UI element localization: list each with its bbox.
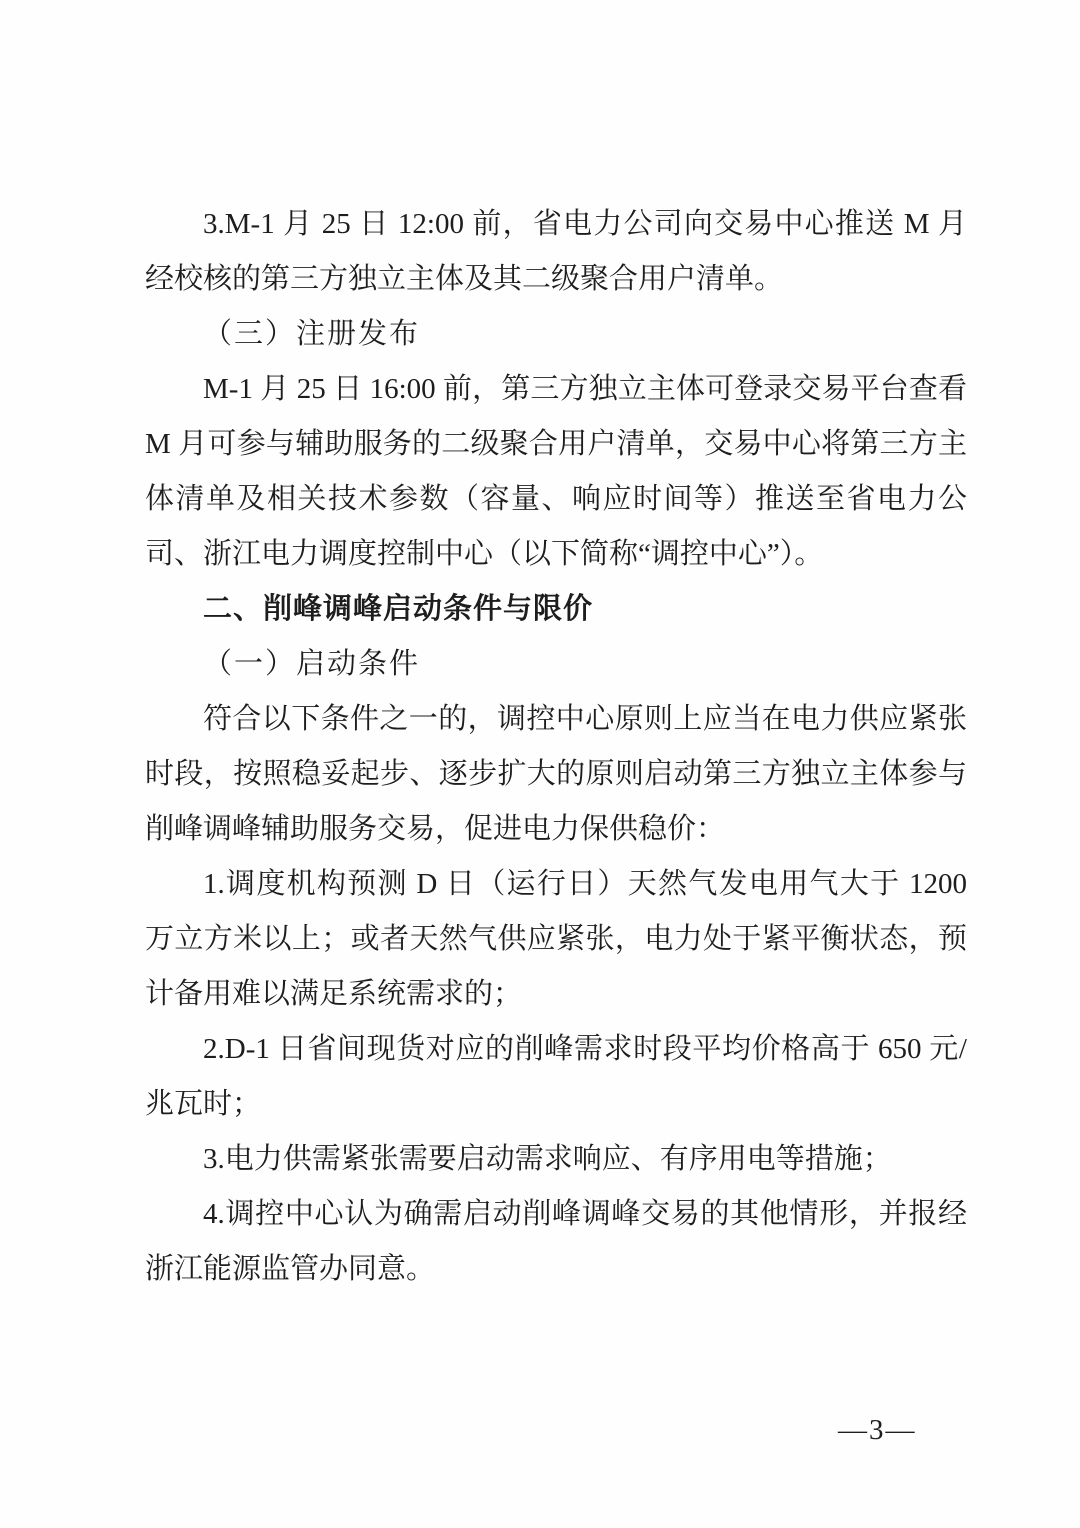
paragraph-condition-3: 3.电力供需紧张需要启动需求响应、有序用电等措施；: [203, 1143, 892, 1175]
paragraph-publish-detail: M-1 月 25 日 16:00 前，第三方独立主体可登录交易平台查看 M 月可参与辅助服务的二级聚合用户清单，交易中心将第三方主体清单及相关技术参数（容量、响应时间等）推送至省电力公司、浙江电力调度控制中心（以下简称“调控中心”）。: [145, 373, 967, 570]
paragraph-condition-4: 4.调控中心认为确需启动削峰调峰交易的其他情形，并报经浙江能源监管办同意。: [145, 1198, 967, 1285]
section-heading-start-conditions: 二、削峰调峰启动条件与限价: [203, 593, 594, 625]
document-body: [145, 197, 967, 1297]
subheading-start-conditions: （一）启动条件: [203, 648, 421, 680]
paragraph-condition-1: 1.调度机构预测 D 日（运行日）天然气发电用气大于 1200 万立方米以上；或者天然气供应紧张，电力处于紧平衡状态，预计备用难以满足系统需求的；: [145, 868, 967, 1010]
paragraph-condition-2: 2.D-1 日省间现货对应的削峰需求时段平均价格高于 650 元/兆瓦时；: [145, 1033, 967, 1120]
subheading-registration-publish: （三）注册发布: [203, 318, 421, 350]
page-number: —3—: [838, 1414, 917, 1446]
paragraph-registration-push: 3.M-1 月 25 日 12:00 前，省电力公司向交易中心推送 M 月经校核的第三方独立主体及其二级聚合用户清单。: [145, 208, 967, 295]
paragraph-conditions-intro: 符合以下条件之一的，调控中心原则上应当在电力供应紧张时段，按照稳妥起步、逐步扩大的原则启动第三方独立主体参与削峰调峰辅助服务交易，促进电力保供稳价：: [145, 703, 967, 845]
